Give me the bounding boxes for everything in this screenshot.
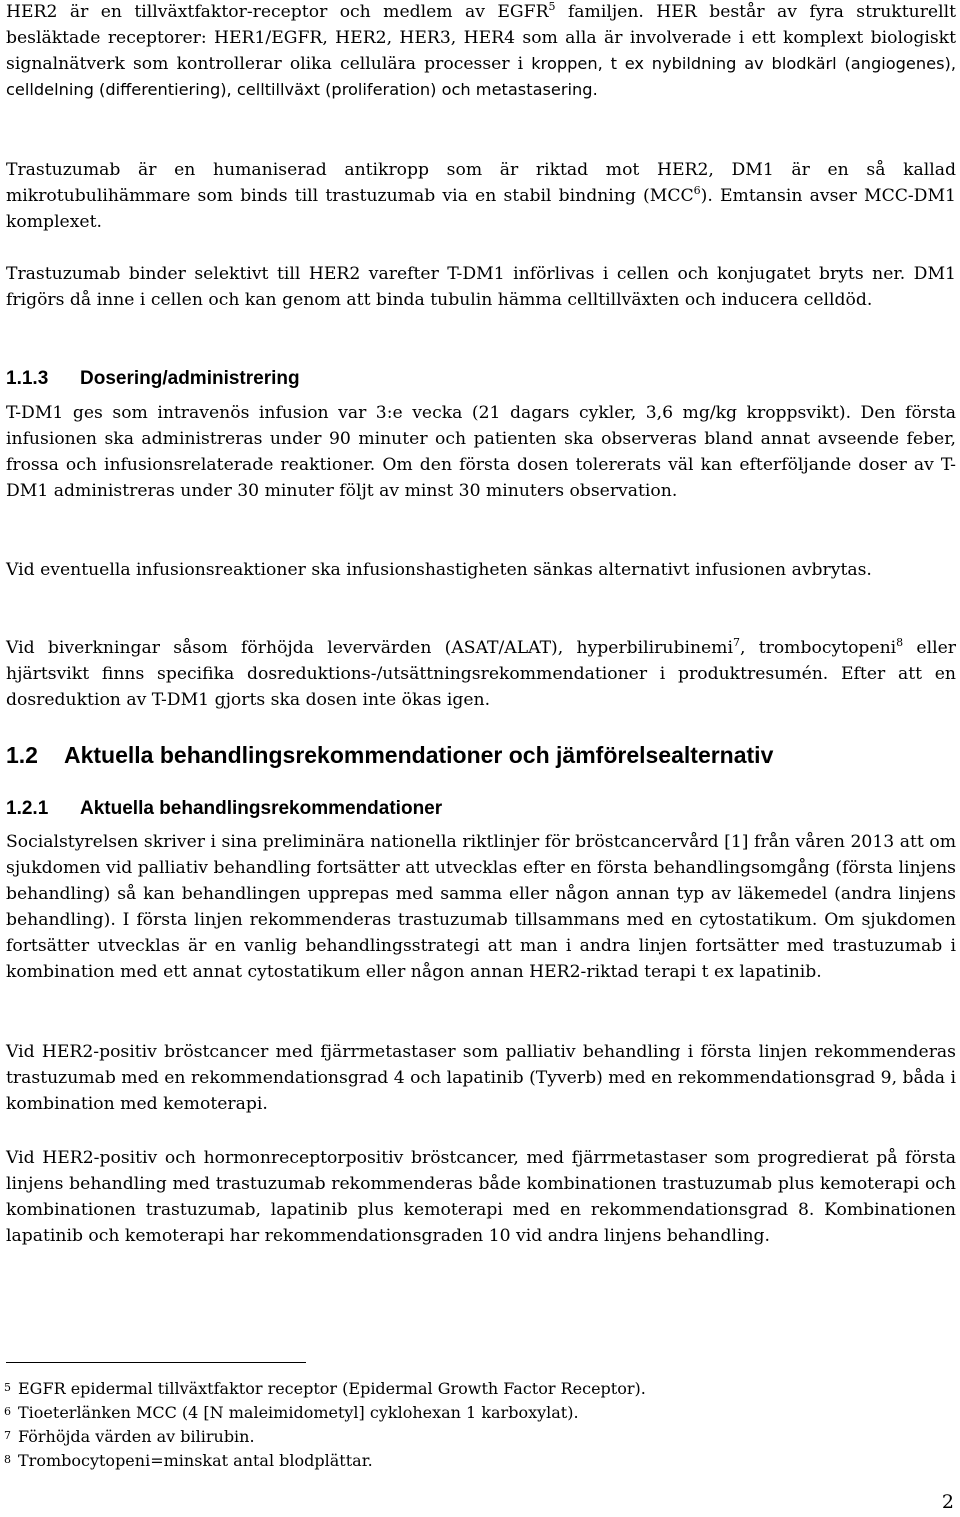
footnote-7 (4, 1426, 255, 1447)
heading-title: Aktuella behandlingsrekommendationer (80, 798, 443, 819)
footnote-number: 6 (4, 1405, 11, 1418)
footnote-number: 8 (4, 1453, 11, 1466)
text-run-sans: kroppen, t ex nybildning av blodkärl (angiogenes), celldelning (differentiering), celltillväxt (proliferation) och metastasering. (6, 54, 956, 99)
heading-title: Aktuella behandlingsrekommendationer och jämförelsealternativ (64, 742, 774, 768)
footnote-text: EGFR epidermal tillväxtfaktor receptor (Epidermal Growth Factor Receptor). (18, 1379, 646, 1398)
footnote-number: 5 (4, 1381, 11, 1394)
heading-1-1-3 (6, 368, 300, 390)
paragraph-her2-intro (6, 0, 956, 103)
paragraph-hormonreceptorpositiv: Vid HER2-positiv och hormonreceptorpositiv bröstcancer, med fjärrmetastaser som progredierat på första linjens behandling med trastuzumab rekommenderas både kombinationen trastuzumab plus kemoterapi och kombinationen trastuzumab, lapatinib plus kemoterapi med en rekommendationsgrad 8. Kombinationen lapatinib och kemoterapi har rekommendationsgraden 10 vid andra linjens behandling. (6, 1148, 956, 1246)
heading-number: 1.2 (6, 742, 38, 768)
footnote-6 (4, 1402, 579, 1423)
footnote-ref-7: 7 (732, 636, 740, 649)
heading-title: Dosering/administrering (80, 368, 300, 389)
text-run: , trombocytopeni (739, 638, 897, 658)
text-run: ). Emtansin avser MCC-DM1 komplexet. (6, 186, 956, 232)
heading-number: 1.2.1 (6, 798, 49, 819)
footnote-5 (4, 1378, 646, 1399)
footnote-separator (6, 1362, 306, 1363)
paragraph-infusionsreaktioner: Vid eventuella infusionsreaktioner ska infusionshastigheten sänkas alternativt infusionen avbrytas. (6, 560, 872, 580)
paragraph-trastuzumab (6, 157, 956, 235)
footnote-ref-8: 8 (896, 636, 904, 649)
footnote-text: Förhöjda värden av bilirubin. (18, 1427, 255, 1446)
footnote-ref-5: 5 (548, 0, 556, 13)
heading-1-2 (6, 742, 773, 769)
heading-number: 1.1.3 (6, 368, 49, 389)
footnote-text: Trombocytopeni=minskat antal blodplättar. (18, 1451, 373, 1470)
text-run: familjen. HER består av fyra strukturellt besläktade receptorer: HER1/EGFR, HER2, HER3, HER4 som alla är involverade i ett komplext biologiskt signalnätverk som kontrollerar olika cellulära processer i (6, 2, 956, 74)
text-run: eller hjärtsvikt finns specifika dosreduktions-/utsättningsrekommendationer i produktresumén. Efter att en dosreduktion av T-DM1 gjorts ska dosen inte ökas igen. (6, 638, 956, 710)
paragraph-dosering: T-DM1 ges som intravenös infusion var 3:e vecka (21 dagars cykler, 3,6 mg/kg kroppsvikt). Den första infusionen ska administreras under 90 minuter och patienten ska observeras bland annat avseende feber, frossa och infusionsrelaterade reaktioner. Om den första dosen tolererats väl kan efterföljande doser av T-DM1 administreras under 30 minuter följt av minst 30 minuters observation. (6, 403, 956, 501)
footnote-number: 7 (4, 1429, 11, 1442)
paragraph-biverkningar (6, 635, 956, 713)
heading-1-2-1 (6, 798, 442, 820)
text-run: HER2 är en tillväxtfaktor-receptor och medlem av EGFR (6, 2, 549, 22)
paragraph-mechanism: Trastuzumab binder selektivt till HER2 varefter T-DM1 införlivas i cellen och konjugatet bryts ner. DM1 frigörs då inne i cellen och kan genom att binda tubulin hämma celltillväxten och inducera celldöd. (6, 264, 956, 310)
text-run: Vid biverkningar såsom förhöjda levervärden (ASAT/ALAT), hyperbilirubinemi (6, 638, 733, 658)
footnote-8 (4, 1450, 373, 1471)
text-run: Trastuzumab är en humaniserad antikropp som är riktad mot HER2, DM1 är en så kallad mikrotubulihämmare som binds till trastuzumab via en stabil bindning (MCC (6, 160, 956, 206)
footnote-ref-6: 6 (693, 184, 701, 197)
page-number: 2 (941, 1491, 954, 1513)
paragraph-socialstyrelsen: Socialstyrelsen skriver i sina preliminära nationella riktlinjer för bröstcancervård [1] från våren 2013 att om sjukdomen vid palliativ behandling fortsätter att utvecklas efter en första behandlingsomgång (första linjens behandling) så kan behandlingen upprepas med samma eller någon annan typ av läkemedel (andra linjens behandling). I första linjen rekommenderas trastuzumab tillsammans med en cytostatikum. Om sjukdomen fortsätter utvecklas är en vanlig behandlingsstrategi att man i andra linjen fortsätter med trastuzumab i kombination med ett annat cytostatikum eller någon annan HER2-riktad terapi t ex lapatinib. (6, 832, 956, 982)
paragraph-her2-positiv: Vid HER2-positiv bröstcancer med fjärrmetastaser som palliativ behandling i första linjen rekommenderas trastuzumab med en rekommendationsgrad 4 och lapatinib (Tyverb) med en rekommendationsgrad 9, båda i kombination med kemoterapi. (6, 1042, 957, 1114)
footnote-text: Tioeterlänken MCC (4 [N maleimidometyl] cyklohexan 1 karboxylat). (18, 1403, 579, 1422)
